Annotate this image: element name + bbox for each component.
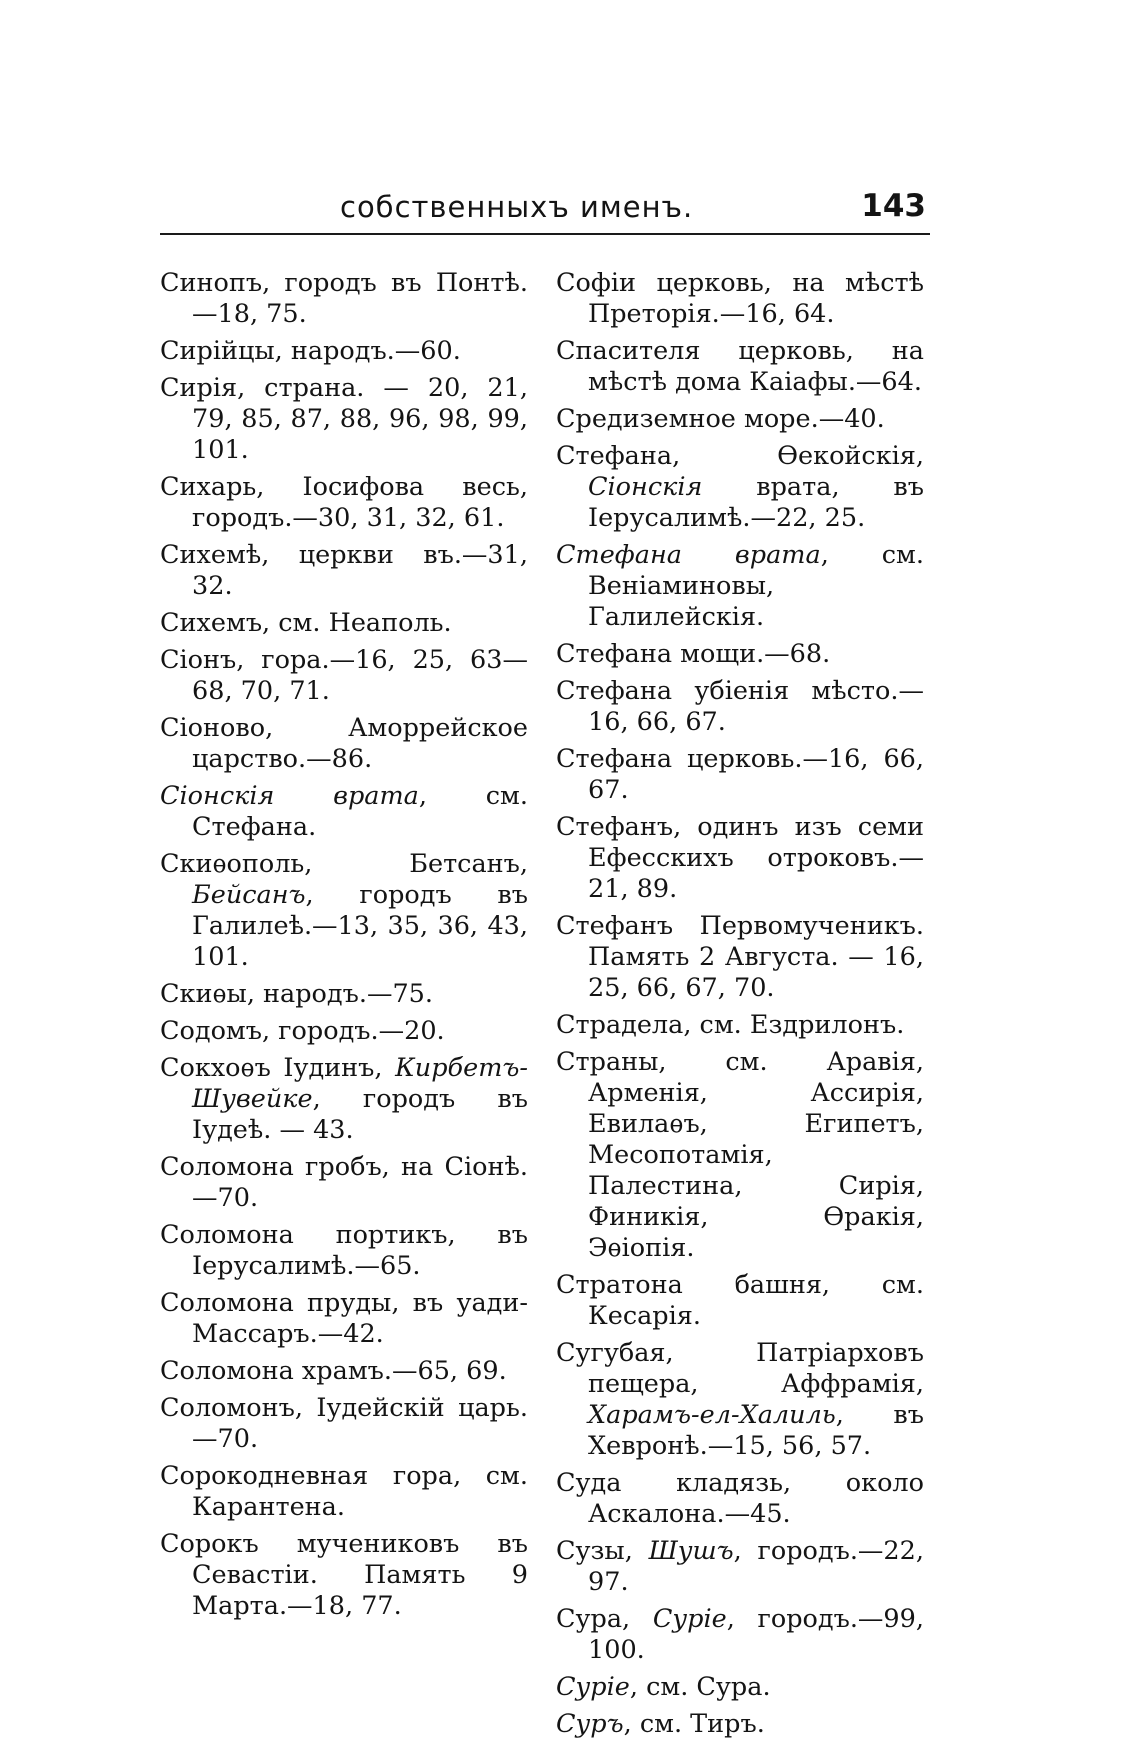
index-entry [556,1338,924,1462]
index-entry [160,781,528,843]
entry-text: Страдела, см. Ездрилонъ. [556,1010,905,1040]
entry-text: Сура, [556,1604,653,1634]
index-entry [556,1047,924,1264]
entry-text: , въ Хевронѣ.—15, 56, 57. [588,1400,924,1461]
index-entry [556,911,924,1004]
index-entry [160,1220,528,1282]
entry-italic: Бейсанъ [192,880,306,910]
index-entry [556,1270,924,1332]
index-entry [556,336,924,398]
index-entry [160,1288,528,1350]
index-entry [556,441,924,534]
entry-text: Стефана церковь.—16, 66, 67. [556,744,924,805]
entry-text: , городъ.—99, 100. [588,1604,924,1665]
running-header [160,190,930,234]
entry-italic: Сіонскія [588,472,703,502]
entry-text: , городъ въ Іудеѣ. — 43. [192,1084,528,1145]
index-entry [556,268,924,330]
left-column [160,268,528,1628]
entry-text: Синопъ, городъ въ Понтѣ.—18, 75. [160,268,528,329]
entry-text: , городъ.—22, 97. [588,1536,924,1597]
entry-text: Стефана мощи.—68. [556,639,831,669]
index-entry [556,639,924,670]
entry-text: Спасителя церковь, на мѣстѣ дома Каіафы.—64. [556,336,924,397]
entry-text: Сугубая, Патріарховъ пещера, Аффрамія, [556,1338,924,1399]
index-entry [160,1461,528,1523]
entry-text: , см. Веніаминовы, Галилейскія. [588,540,924,632]
entry-italic: Стефана врата [556,540,821,570]
index-entry [160,1053,528,1146]
index-entry [160,268,528,330]
entry-text: Стефана, Ѳекойскія, [556,441,924,471]
index-entry [556,1604,924,1666]
index-entry [160,713,528,775]
entry-text: , см. Сура. [629,1672,771,1702]
entry-italic: Кирбетъ-Шувейке [192,1053,528,1114]
page-number: 143 [861,188,926,224]
entry-text: Страны, см. Аравія, Арменія, Ассирія, Евилаѳъ, Египетъ, Месопотамія, Палестина, Сирія, Финикія, Ѳракія, Эѳіопія. [556,1047,924,1263]
entry-text: Сирія, страна. — 20, 21, 79, 85, 87, 88, 96, 98, 99, 101. [160,373,528,465]
index-entry [160,1152,528,1214]
entry-text: врата, въ Іерусалимѣ.—22, 25. [588,472,924,533]
index-entry [160,608,528,639]
entry-text: Суда кладязь, около Аскалона.—45. [556,1468,924,1529]
entry-text: Сокхоѳъ Іудинъ, [160,1053,396,1083]
index-entry [160,1356,528,1387]
index-entry [160,540,528,602]
entry-text: Стефанъ Первомученикъ. Память 2 Августа. — 16, 25, 66, 67, 70. [556,911,924,1003]
index-entry [160,1393,528,1455]
index-entry [160,373,528,466]
entry-text: Содомъ, городъ.—20. [160,1016,445,1046]
index-entry [160,645,528,707]
index-entry [556,1468,924,1530]
entry-text: Стефана убіенія мѣсто.—16, 66, 67. [556,676,924,737]
index-entry [160,1016,528,1047]
index-entry [160,336,528,367]
entry-text: Сихарь, Іосифова весь, городъ.—30, 31, 32, 61. [160,472,528,533]
header-title: собственныхъ именъ. [340,190,694,224]
entry-text: , городъ въ Галилеѣ.—13, 35, 36, 43, 101. [192,880,528,972]
index-entry [556,1709,924,1740]
entry-text: Сузы, [556,1536,649,1566]
entry-text: Стефанъ, одинъ изъ семи Ефесскихъ отроковъ.—21, 89. [556,812,924,904]
index-entry [556,744,924,806]
entry-text: Соломона храмъ.—65, 69. [160,1356,507,1386]
entry-text: Средиземное море.—40. [556,404,885,434]
entry-text: Сорокодневная гора, см. Карантена. [160,1461,528,1522]
entry-text: Соломона пруды, въ уади-Массаръ.—42. [160,1288,528,1349]
index-entry [556,1010,924,1041]
index-entry [556,676,924,738]
entry-text: Сіоново, Аморрейское царство.—86. [160,713,528,774]
index-entry [556,812,924,905]
entry-italic: Суръ [556,1709,624,1739]
index-entry [160,979,528,1010]
entry-text: Соломонъ, Іудейскій царь.—70. [160,1393,528,1454]
entry-text: Сирійцы, народъ.—60. [160,336,461,366]
right-column [556,268,924,1746]
entry-italic: Харамъ-ел-Халиль [588,1400,836,1430]
entry-italic: Суріе [556,1672,630,1702]
entry-text: Сорокъ мучениковъ въ Севастіи. Память 9 Марта.—18, 77. [160,1529,528,1621]
entry-italic: Шушъ [648,1536,734,1566]
index-entry [160,472,528,534]
entry-text: , см. Стефана. [192,781,528,842]
entry-text: Скиѳы, народъ.—75. [160,979,433,1009]
header-rule [160,233,930,235]
entry-text: Соломона портикъ, въ Іерусалимѣ.—65. [160,1220,528,1281]
index-entry [160,849,528,973]
index-entry [556,1672,924,1703]
index-entry [556,404,924,435]
entry-text: Стратона башня, см. Кесарія. [556,1270,924,1331]
index-entry [556,540,924,633]
entry-text: Софіи церковь, на мѣстѣ Преторія.—16, 64. [556,268,924,329]
entry-text: Скиѳополь, Бетсанъ, [160,849,528,879]
index-entry [160,1529,528,1622]
entry-italic: Сіонскія врата [160,781,419,811]
entry-text: Соломона гробъ, на Сіонѣ.—70. [160,1152,528,1213]
entry-text: Сіонъ, гора.—16, 25, 63—68, 70, 71. [160,645,528,706]
entry-italic: Суріе [652,1604,727,1634]
entry-text: Сихемѣ, церкви въ.—31, 32. [160,540,528,601]
index-entry [556,1536,924,1598]
entry-text: , см. Тиръ. [623,1709,765,1739]
entry-text: Сихемъ, см. Неаполь. [160,608,452,638]
